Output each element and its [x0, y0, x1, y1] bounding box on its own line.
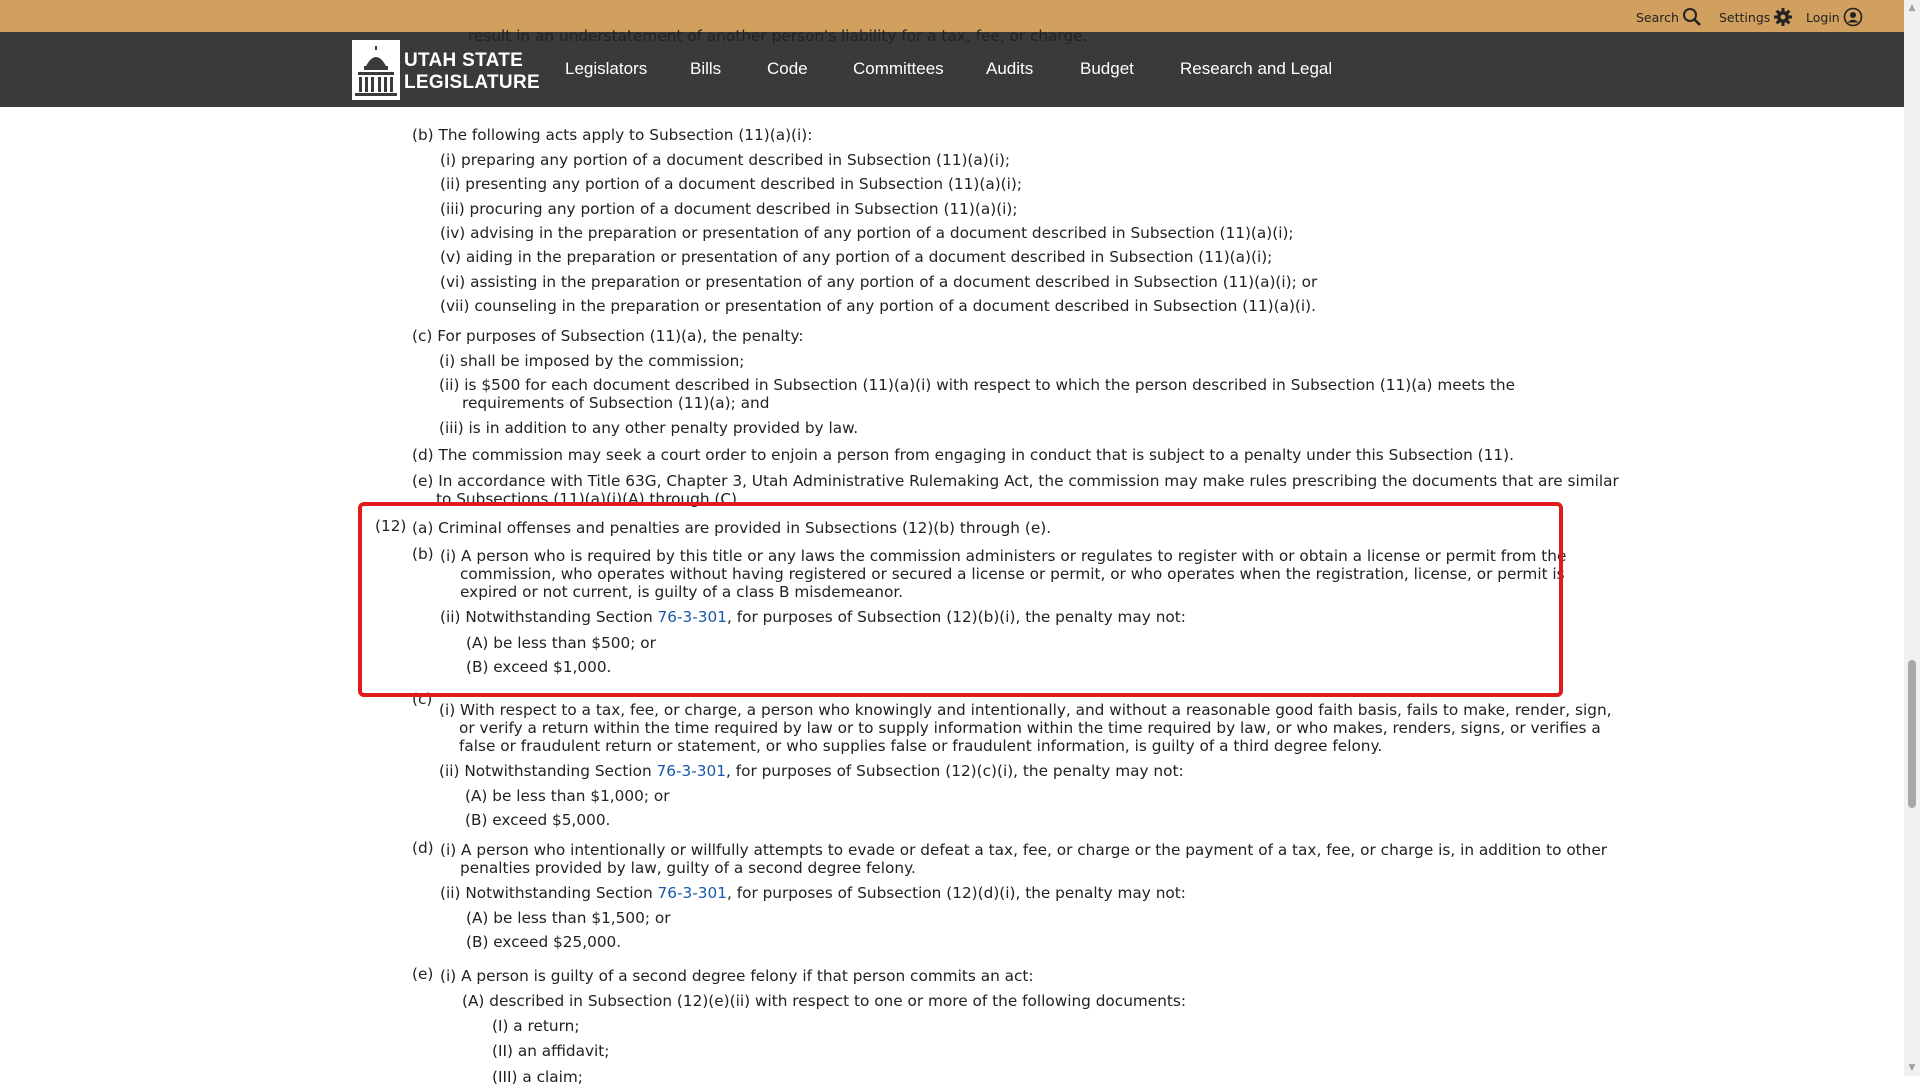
item-11b-iii: (iii) procuring any portion of a document described in Subsection (11)(a)(i);: [440, 200, 1018, 218]
login-label: Login: [1806, 9, 1840, 25]
vertical-scrollbar[interactable]: [1904, 0, 1920, 1076]
item-12d-ii-post: , for purposes of Subsection (12)(d)(i), the penalty may not:: [726, 884, 1186, 902]
item-12e-i-text: A person is guilty of a second degree felony if that person commits an act:: [461, 967, 1034, 985]
subsection-11e-line2: to Subsections (11)(a)(i)(A) through (C).: [436, 490, 742, 508]
item-12c-ii: [439, 762, 1184, 780]
nav-legislators[interactable]: Legislators: [565, 59, 648, 78]
link-76-3-301[interactable]: 76-3-301: [656, 762, 726, 780]
item-12e-I: (I) a return;: [492, 1017, 580, 1035]
item-11c-i: (i) shall be imposed by the commission;: [439, 352, 745, 370]
marker-12b: (b): [412, 545, 434, 563]
item-12c-ii-B: (B) exceed $5,000.: [465, 811, 611, 829]
marker-12e-i: (i): [440, 967, 457, 985]
logo-text-line2: LEGISLATURE: [404, 72, 540, 93]
search-icon: [1682, 7, 1702, 27]
item-12d-ii-pre: Notwithstanding Section: [465, 884, 658, 902]
section-12-marker: (12): [375, 517, 407, 535]
login-link[interactable]: [1806, 7, 1863, 27]
partial-line-under-header: result in an understatement of another person's liability for a tax, fee, or charge.: [468, 27, 1088, 45]
item-12d-ii-B: (B) exceed $25,000.: [466, 933, 622, 951]
nav-committees[interactable]: Committees: [853, 59, 944, 78]
item-11c-iii: (iii) is in addition to any other penalty provided by law.: [439, 419, 859, 437]
marker-12c: (c): [412, 690, 433, 708]
capitol-building-icon: [352, 40, 400, 100]
subsection-12a: (a) Criminal offenses and penalties are provided in Subsections (12)(b) through (e).: [412, 519, 1052, 537]
item-12c-ii-A: (A) be less than $1,000; or: [465, 787, 670, 805]
item-11b-iv: (iv) advising in the preparation or presentation of any portion of a document described in Subsection (11)(a)(i);: [440, 224, 1294, 242]
settings-label: Settings: [1719, 9, 1771, 25]
item-11b-vi: (vi) assisting in the preparation or presentation of any portion of a document described in Subsection (11)(a)(i); or: [440, 273, 1318, 291]
scroll-down-arrow-icon[interactable]: ▼: [1908, 1063, 1916, 1073]
item-11b-v: (v) aiding in the preparation or presentation of any portion of a document described in Subsection (11)(a)(i);: [440, 248, 1273, 266]
item-12b-ii-B: (B) exceed $1,000.: [466, 658, 612, 676]
subsection-11c-text: For purposes of Subsection (11)(a), the penalty:: [437, 327, 804, 345]
item-12d-i-line1: (i) A person who intentionally or willfully attempts to evade or defeat a tax, fee, or charge or the payment of a tax, fee, or charge is, in addition to other: [440, 841, 1608, 859]
link-76-3-301[interactable]: 76-3-301: [657, 884, 727, 902]
scroll-up-arrow-icon[interactable]: ▲: [1908, 3, 1916, 13]
subsection-11e-line1: (e) In accordance with Title 63G, Chapter 3, Utah Administrative Rulemaking Act, the commission may make rules prescribing the documents that are similar: [412, 472, 1619, 490]
item-12c-i-line3: false or fraudulent return or statement, or who supplies false or fraudulent information, is guilty of a third degree felony.: [459, 737, 1383, 755]
marker-12d: (d): [412, 839, 434, 857]
nav-bills[interactable]: Bills: [690, 59, 722, 78]
item-12e-i: [440, 967, 1034, 985]
gear-icon: [1773, 7, 1793, 27]
nav-audits[interactable]: Audits: [986, 59, 1034, 78]
logo-text-line1: UTAH STATE: [404, 50, 524, 71]
item-12b-i-line1: (i) A person who is required by this title or any laws the commission administers or regulates to register with or obtain a license or permit from the: [440, 547, 1567, 565]
nav-research-and-legal[interactable]: Research and Legal: [1180, 59, 1333, 78]
subsection-11b: [412, 126, 812, 144]
marker-12d-ii: (ii): [440, 884, 461, 902]
item-12b-ii: [440, 608, 1186, 626]
marker-11b: (b): [412, 126, 434, 144]
search-link[interactable]: [1636, 7, 1702, 27]
settings-link[interactable]: [1719, 7, 1793, 27]
item-12c-i-line2: or verify a return within the time required by law or to supply information within the time required by law, or who makes, renders, signs, or verifies a: [459, 719, 1601, 737]
item-12e-III: (III) a claim;: [492, 1068, 583, 1086]
item-12e-II: (II) an affidavit;: [492, 1042, 610, 1060]
item-12b-i-line2: commission, who operates without having registered or secured a license or permit, or who operates when the registration, license, or permit is: [460, 565, 1565, 583]
marker-12b-ii: (ii): [440, 608, 461, 626]
user-icon: [1843, 7, 1863, 27]
item-12c-ii-post: , for purposes of Subsection (12)(c)(i), the penalty may not:: [725, 762, 1184, 780]
subsection-11c: [412, 327, 804, 345]
item-12e-A-text: described in Subsection (12)(e)(ii) with respect to one or more of the following documents:: [489, 992, 1187, 1010]
item-12b-ii-post: , for purposes of Subsection (12)(b)(i), the penalty may not:: [726, 608, 1186, 626]
item-12b-ii-pre: Notwithstanding Section: [465, 608, 658, 626]
item-12d-ii: [440, 884, 1186, 902]
item-12c-i-line1: (i) With respect to a tax, fee, or charge, a person who knowingly and intentionally, and without a reasonable good faith basis, fails to make, render, sign,: [439, 701, 1612, 719]
marker-12c-ii: (ii): [439, 762, 460, 780]
item-11c-ii-line1: (ii) is $500 for each document described in Subsection (11)(a)(i) with respect to which the person described in Subsection (11)(a) meets the: [439, 376, 1516, 394]
scrollbar-thumb[interactable]: [1908, 660, 1916, 808]
item-12d-i-line2: penalties provided by law, guilty of a second degree felony.: [460, 859, 916, 877]
marker-12e: (e): [412, 965, 434, 983]
item-12d-ii-A: (A) be less than $1,500; or: [466, 909, 671, 927]
item-12b-ii-A: (A) be less than $500; or: [466, 634, 656, 652]
search-label: Search: [1636, 9, 1679, 25]
item-12c-ii-pre: Notwithstanding Section: [464, 762, 657, 780]
subsection-11d: (d) The commission may seek a court order to enjoin a person from engaging in conduct that is subject to a penalty under this Subsection (11).: [412, 446, 1514, 464]
marker-12e-A: (A): [462, 992, 485, 1010]
nav-code[interactable]: Code: [767, 59, 808, 78]
item-11b-i: (i) preparing any portion of a document described in Subsection (11)(a)(i);: [440, 151, 1011, 169]
item-11b-vii: (vii) counseling in the preparation or presentation of any portion of a document described in Subsection (11)(a)(i).: [440, 297, 1316, 315]
subsection-11b-text: The following acts apply to Subsection (11)(a)(i):: [438, 126, 813, 144]
item-11b-ii: (ii) presenting any portion of a document described in Subsection (11)(a)(i);: [440, 175, 1023, 193]
item-12b-i-line3: expired or not current, is guilty of a class B misdemeanor.: [460, 583, 904, 601]
item-11c-ii-line2: requirements of Subsection (11)(a); and: [462, 394, 770, 412]
item-12e-A: [462, 992, 1186, 1010]
link-76-3-301[interactable]: 76-3-301: [657, 608, 727, 626]
nav-budget[interactable]: Budget: [1080, 59, 1134, 78]
marker-11c: (c): [412, 327, 433, 345]
site-logo[interactable]: [352, 40, 540, 100]
